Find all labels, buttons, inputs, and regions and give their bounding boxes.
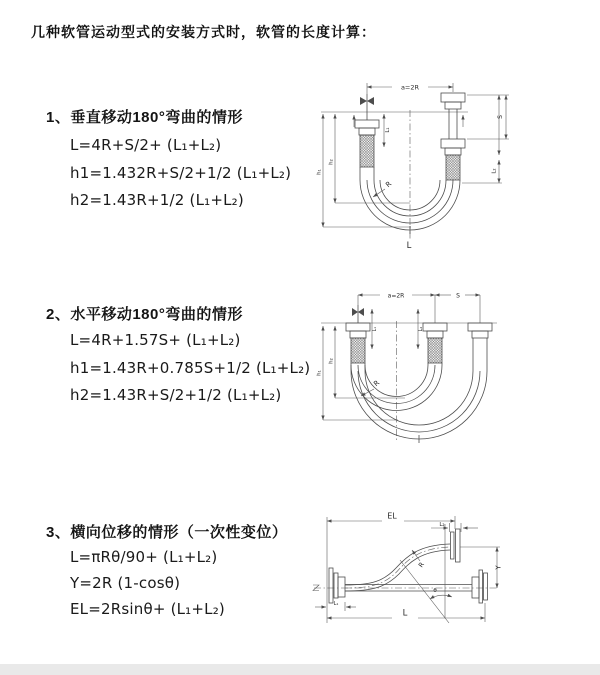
dim-L1 [372, 309, 378, 349]
dim-h2-label: h₂ [328, 358, 335, 364]
dim-a2r-label: a=2R [400, 83, 420, 92]
radius-label: R [372, 378, 382, 389]
right-pipe [441, 93, 465, 180]
section3-formula-Y: Y=2R (1-cosθ) [70, 574, 181, 592]
dim-L2 [431, 522, 478, 532]
dim-h1 [317, 114, 412, 227]
section3-formula-EL: EL=2Rsinθ+ (L₁+L₂) [70, 600, 225, 618]
page-bottom-edge [0, 664, 600, 675]
dim-S [467, 95, 509, 155]
section3-formula-L: L=πRθ/90+ (L₁+L₂) [70, 548, 218, 566]
dim-h2-label: h₂ [328, 159, 335, 165]
dim-L2-label: L₂ [491, 168, 498, 174]
diagram-horizontal-180-bend [310, 283, 600, 460]
left-hose-braid [360, 135, 374, 180]
valve-icon [352, 305, 364, 323]
dim-h1-label: h₁ [316, 370, 323, 376]
section1-formula-L: L=4R+S/2+ (L₁+L₂) [70, 136, 222, 154]
dim-a2r-label: a=2R [387, 292, 405, 300]
section1-formula-h1: h1=1.432R+S/2+1/2 (L₁+L₂) [70, 164, 292, 182]
radius-callout [412, 550, 426, 569]
section2-formula-h1: h1=1.43R+0.785S+1/2 (L₁+L₂) [70, 359, 311, 377]
diagram-vertical-180-bend [310, 70, 600, 260]
movement-arrows [354, 115, 463, 127]
dim-L1-label: L₁ [333, 601, 339, 607]
radius-callout [361, 379, 381, 396]
section2-formula-h2: h2=1.43R+S/2+1/2 (L₁+L₂) [70, 386, 282, 404]
section3-heading: 3、横向位移的情形（一次性变位） [46, 524, 288, 541]
dim-S-label: S [456, 292, 460, 300]
dim-L2 [418, 309, 424, 349]
section1-heading: 1、垂直移动180°弯曲的情形 [46, 109, 243, 126]
dim-S-label: S [497, 115, 504, 119]
dim-S [435, 293, 480, 300]
dim-a2r [367, 83, 453, 94]
left-pipe-flange [355, 120, 379, 135]
left-pipe-flange [346, 323, 370, 371]
dim-L1 [315, 601, 356, 611]
dim-L2-label: L₂ [419, 326, 424, 332]
radius-callout [373, 180, 393, 197]
dim-a2r [358, 293, 480, 324]
dim-L1-label: L₁ [385, 127, 391, 133]
dim-L-label: L [402, 608, 408, 619]
dim-L [327, 603, 485, 622]
hose-s-curve [345, 544, 450, 591]
left-inlet-flange [329, 568, 345, 603]
length-label: L [406, 241, 412, 251]
angle-construction [400, 524, 452, 623]
page-title: 几种软管运动型式的安装方式时，软管的长度计算： [31, 24, 376, 40]
hose-u-bend-arcs [351, 365, 487, 443]
section2-heading: 2、水平移动180°弯曲的情形 [46, 306, 243, 323]
dim-Y [460, 547, 503, 588]
dim-EL-label: EL [387, 511, 397, 521]
dim-Y-label: Y [494, 565, 503, 570]
dim-h1-label: h₁ [316, 169, 323, 175]
radius-label: R [416, 560, 426, 570]
section2-formula-L: L=4R+1.57S+ (L₁+L₂) [70, 331, 241, 349]
section1-formula-h2: h2=1.43R+1/2 (L₁+L₂) [70, 191, 244, 209]
middle-pipe-flange [423, 323, 447, 365]
right-outlet-flange-original [472, 570, 488, 603]
original-position-pipe [313, 585, 497, 592]
dim-L2 [462, 160, 502, 183]
dim-L2-label: L₂ [439, 522, 445, 528]
dim-L1-label: L₁ [373, 326, 378, 332]
valve-icon [360, 94, 374, 120]
right-hose-braid [446, 155, 460, 180]
dim-h2 [329, 326, 406, 398]
diagram-lateral-displacement [300, 503, 600, 653]
radius-label: R [384, 179, 394, 190]
right-pipe-flange [468, 323, 492, 371]
angle-theta-label: θ [433, 588, 437, 594]
dim-L1 [384, 114, 391, 147]
upper-outlet-flange [451, 529, 461, 562]
